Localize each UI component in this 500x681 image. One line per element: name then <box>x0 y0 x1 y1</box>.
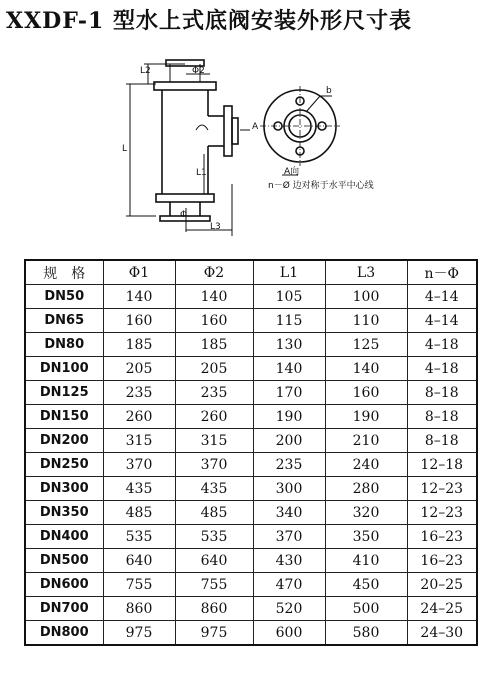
spec-size-cell: DN150 <box>25 405 103 429</box>
table-cell: 410 <box>325 549 407 573</box>
table-cell: 4–18 <box>407 357 477 381</box>
table-cell: 535 <box>103 525 175 549</box>
valve-drawing <box>100 44 430 254</box>
table-cell: 315 <box>175 429 253 453</box>
table-row <box>25 381 477 405</box>
table-header-row <box>25 260 477 285</box>
table-cell: 640 <box>103 549 175 573</box>
spec-size-cell: DN80 <box>25 333 103 357</box>
table-cell: 370 <box>103 453 175 477</box>
table-cell: 320 <box>325 501 407 525</box>
page-title: XXDF-1 型水上式底阀安装外形尺寸表 <box>6 8 412 34</box>
table-cell: 235 <box>253 453 325 477</box>
table-cell: 280 <box>325 477 407 501</box>
label-l: L <box>122 144 128 154</box>
spec-size-cell: DN300 <box>25 477 103 501</box>
table-cell: 300 <box>253 477 325 501</box>
table-cell: 350 <box>325 525 407 549</box>
table-cell: 100 <box>325 285 407 309</box>
table-cell: 200 <box>253 429 325 453</box>
table-cell: 4–14 <box>407 309 477 333</box>
table-row <box>25 549 477 573</box>
label-l1: L1 <box>196 168 207 178</box>
label-b: b <box>326 86 332 96</box>
table-row <box>25 285 477 309</box>
dimension-table <box>24 259 478 646</box>
table-row <box>25 477 477 501</box>
table-row <box>25 501 477 525</box>
table-cell: 235 <box>103 381 175 405</box>
table-cell: 580 <box>325 621 407 646</box>
table-cell: 12–23 <box>407 477 477 501</box>
table-cell: 260 <box>103 405 175 429</box>
table-cell: 260 <box>175 405 253 429</box>
table-cell: 130 <box>253 333 325 357</box>
label-l3: L3 <box>210 222 221 232</box>
column-header: L1 <box>253 260 325 285</box>
spec-size-cell: DN200 <box>25 429 103 453</box>
table-cell: 240 <box>325 453 407 477</box>
table-cell: 600 <box>253 621 325 646</box>
column-header: 规 格 <box>25 260 103 285</box>
table-row <box>25 525 477 549</box>
table-cell: 140 <box>253 357 325 381</box>
table-cell: 140 <box>175 285 253 309</box>
table-cell: 4–14 <box>407 285 477 309</box>
table-cell: 160 <box>325 381 407 405</box>
table-cell: 20–25 <box>407 573 477 597</box>
table-cell: 860 <box>103 597 175 621</box>
table-cell: 115 <box>253 309 325 333</box>
table-row <box>25 597 477 621</box>
table-cell: 110 <box>325 309 407 333</box>
spec-size-cell: DN50 <box>25 285 103 309</box>
table-cell: 4–18 <box>407 333 477 357</box>
table-cell: 8–18 <box>407 405 477 429</box>
table-body <box>25 285 477 646</box>
spec-size-cell: DN350 <box>25 501 103 525</box>
table-cell: 975 <box>103 621 175 646</box>
table-cell: 16–23 <box>407 549 477 573</box>
label-a-side: A <box>252 122 259 132</box>
table-row <box>25 429 477 453</box>
table-row <box>25 453 477 477</box>
table-cell: 140 <box>325 357 407 381</box>
spec-size-cell: DN250 <box>25 453 103 477</box>
spec-size-cell: DN100 <box>25 357 103 381</box>
table-cell: 975 <box>175 621 253 646</box>
spec-size-cell: DN700 <box>25 597 103 621</box>
column-header: L3 <box>325 260 407 285</box>
table-row <box>25 309 477 333</box>
table-cell: 535 <box>175 525 253 549</box>
column-header: Φ2 <box>175 260 253 285</box>
table-cell: 140 <box>103 285 175 309</box>
spec-size-cell: DN600 <box>25 573 103 597</box>
table-cell: 370 <box>253 525 325 549</box>
table-cell: 8–18 <box>407 429 477 453</box>
table-cell: 370 <box>175 453 253 477</box>
table-cell: 210 <box>325 429 407 453</box>
table-cell: 450 <box>325 573 407 597</box>
table-cell: 12–18 <box>407 453 477 477</box>
table-cell: 235 <box>175 381 253 405</box>
table-cell: 185 <box>175 333 253 357</box>
table-cell: 485 <box>175 501 253 525</box>
table-cell: 160 <box>175 309 253 333</box>
table-cell: 435 <box>175 477 253 501</box>
table-cell: 755 <box>103 573 175 597</box>
table-cell: 185 <box>103 333 175 357</box>
table-cell: 125 <box>325 333 407 357</box>
column-header: Φ1 <box>103 260 175 285</box>
table-cell: 8–18 <box>407 381 477 405</box>
table-cell: 520 <box>253 597 325 621</box>
drawing-note: n－Ø 边对称于水平中心线 <box>268 181 374 191</box>
table-cell: 340 <box>253 501 325 525</box>
table-cell: 500 <box>325 597 407 621</box>
table-cell: 190 <box>253 405 325 429</box>
table-row <box>25 573 477 597</box>
table-cell: 24–25 <box>407 597 477 621</box>
table-row <box>25 357 477 381</box>
table-cell: 16–23 <box>407 525 477 549</box>
table-cell: 205 <box>103 357 175 381</box>
label-a-view: A向 <box>284 167 300 177</box>
table-row <box>25 621 477 646</box>
spec-size-cell: DN125 <box>25 381 103 405</box>
table-cell: 435 <box>103 477 175 501</box>
column-header: n－Φ <box>407 260 477 285</box>
spec-size-cell: DN65 <box>25 309 103 333</box>
table-cell: 160 <box>103 309 175 333</box>
table-cell: 470 <box>253 573 325 597</box>
spec-size-cell: DN500 <box>25 549 103 573</box>
table-row <box>25 405 477 429</box>
table-cell: 860 <box>175 597 253 621</box>
table-cell: 24–30 <box>407 621 477 646</box>
label-phi2: Φ2 <box>192 66 205 76</box>
table-cell: 640 <box>175 549 253 573</box>
table-cell: 12–23 <box>407 501 477 525</box>
table-cell: 755 <box>175 573 253 597</box>
spec-size-cell: DN400 <box>25 525 103 549</box>
table-cell: 205 <box>175 357 253 381</box>
table-cell: 105 <box>253 285 325 309</box>
table-cell: 430 <box>253 549 325 573</box>
label-phi: Φ <box>180 210 188 220</box>
table-cell: 315 <box>103 429 175 453</box>
label-l2: L2 <box>140 66 151 76</box>
spec-size-cell: DN800 <box>25 621 103 646</box>
table-cell: 170 <box>253 381 325 405</box>
table-cell: 485 <box>103 501 175 525</box>
table-cell: 190 <box>325 405 407 429</box>
table-row <box>25 333 477 357</box>
